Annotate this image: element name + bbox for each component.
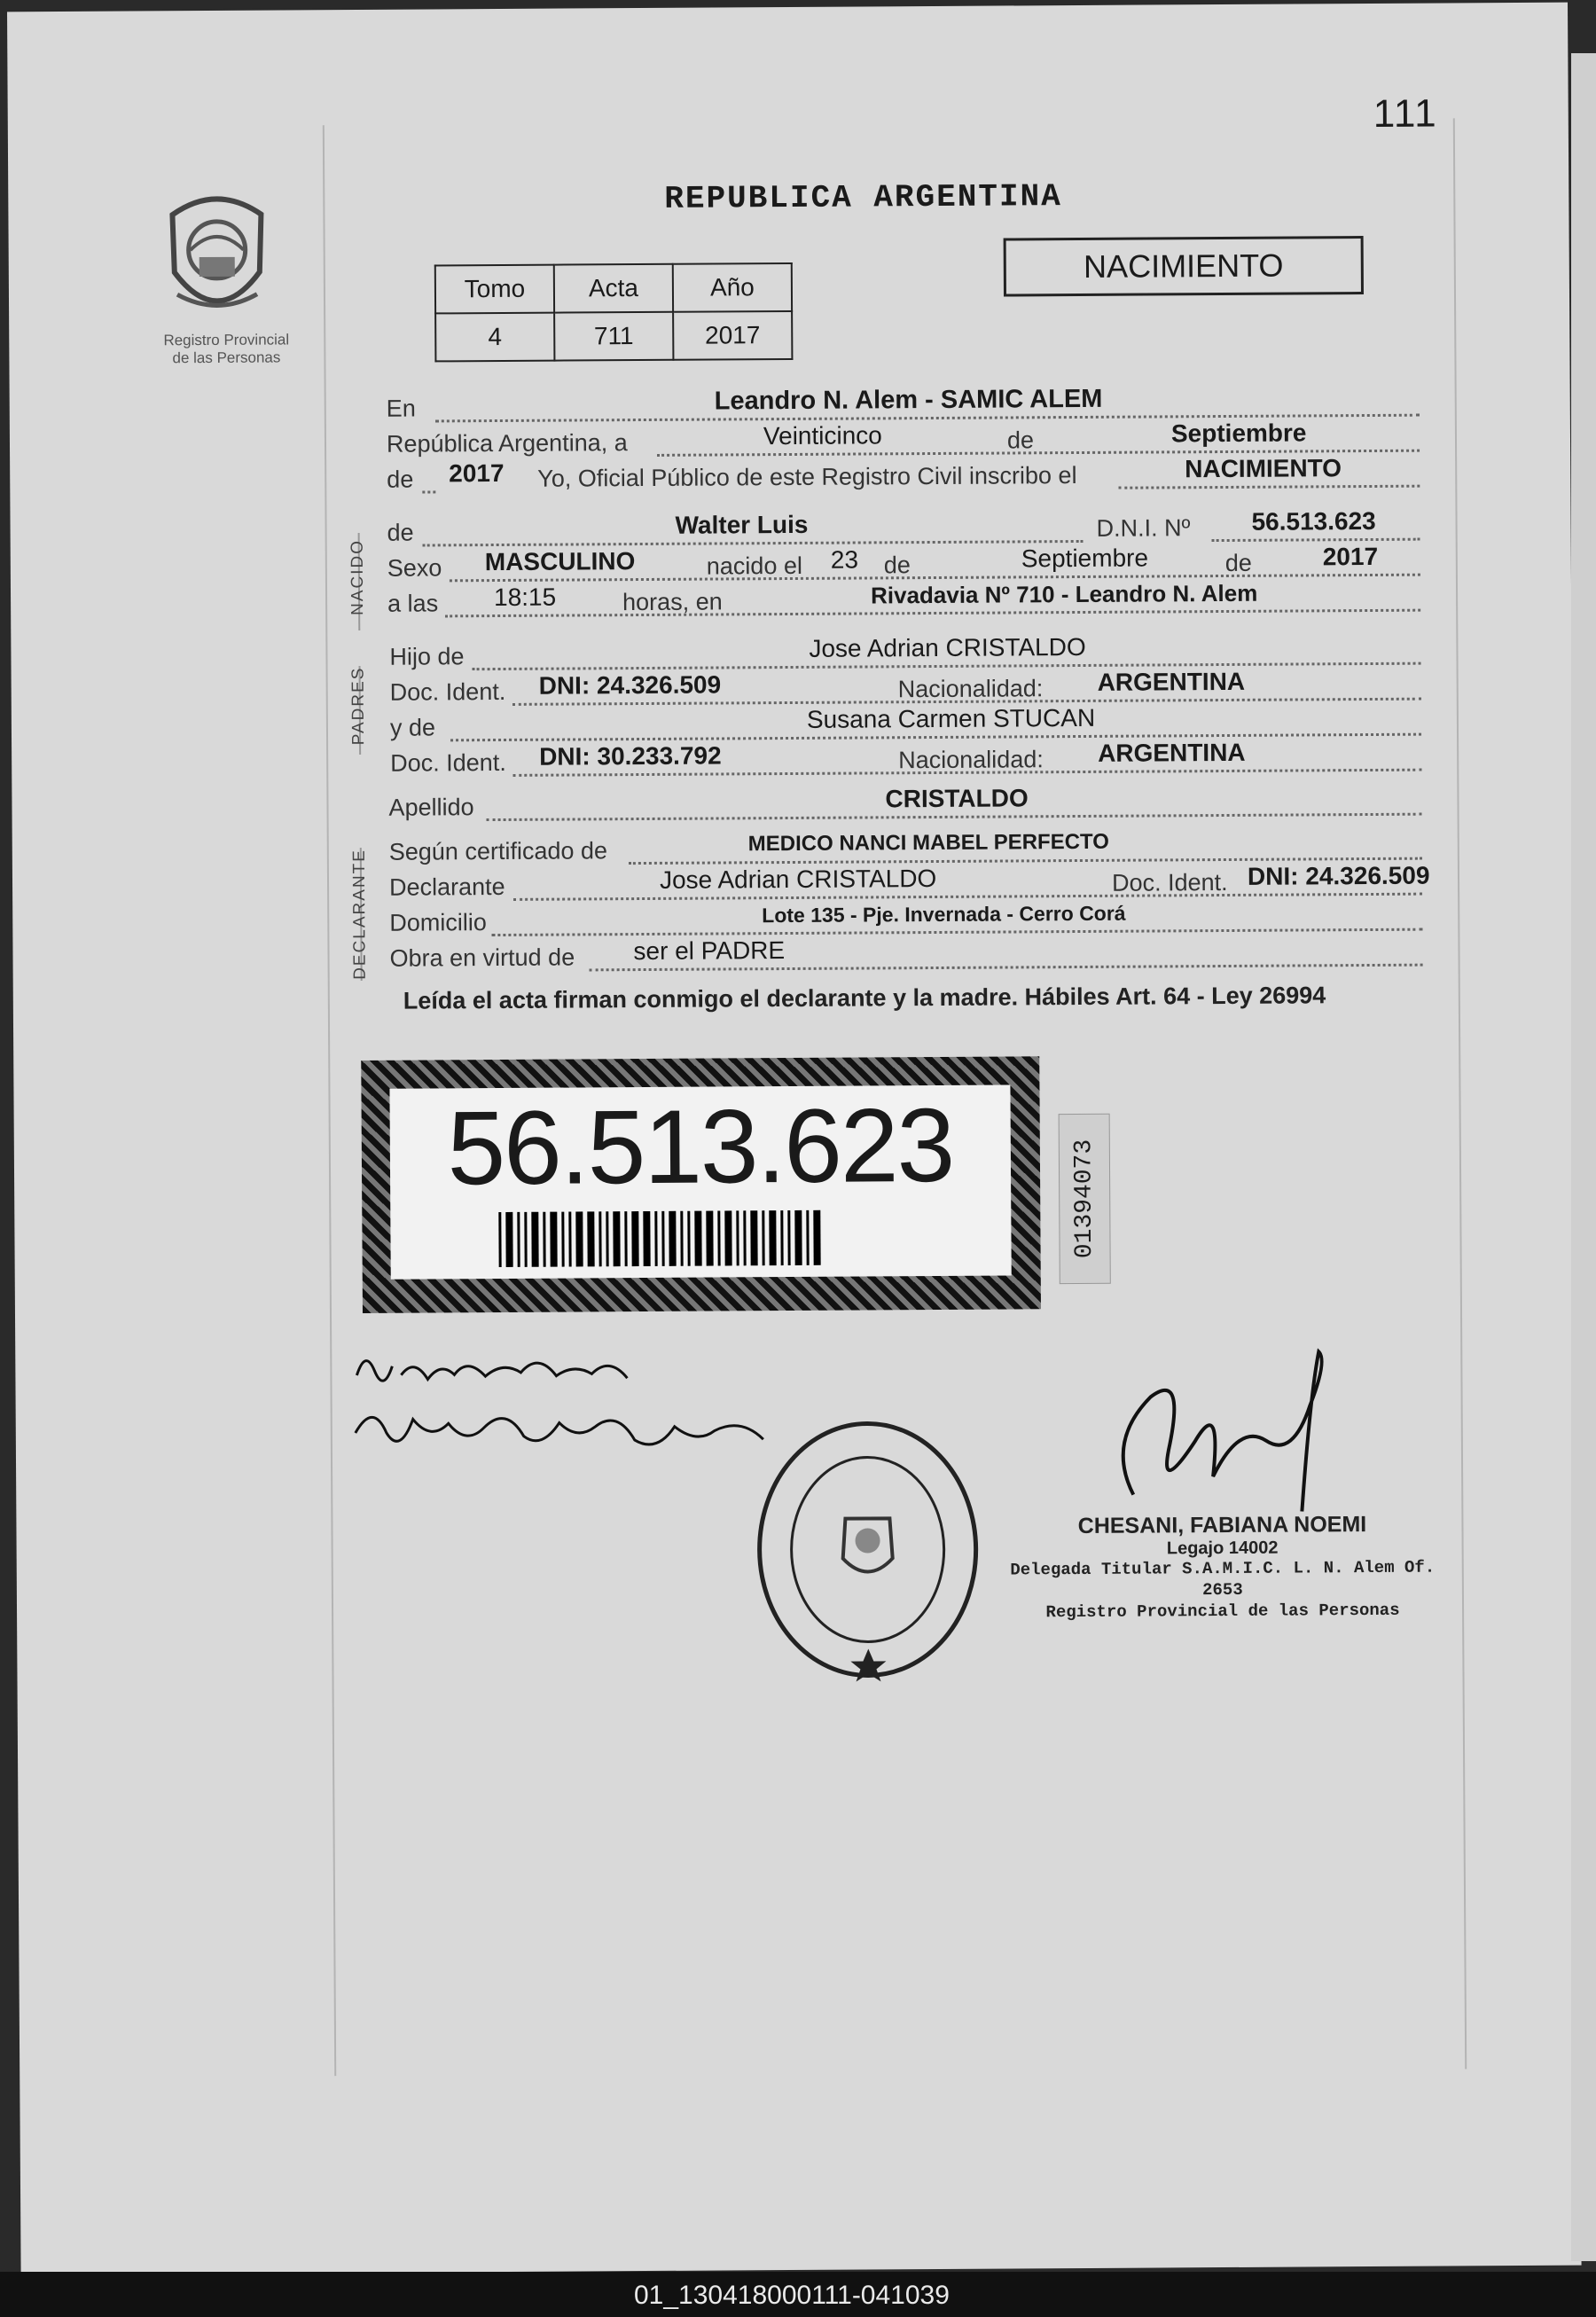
row-hora [387,579,1420,623]
label-de-anio: de [1224,549,1252,576]
label-a-las: a las [387,590,439,617]
barcode-bar [743,1210,746,1265]
coat-caption-line-2: de las Personas [172,348,281,367]
official-name: CHESANI, FABIANA NOEMI [1077,1512,1367,1539]
page-number: 111 [1373,91,1438,136]
anio-header: Año [673,263,792,312]
official-signature [1097,1342,1337,1522]
label-domicilio: Domicilio [389,909,487,936]
barcode-number: 56.513.623 [447,1086,954,1208]
value-inscripcion-type: NACIMIENTO [1185,454,1342,483]
barcode-label [389,1084,1011,1279]
value-lugar: Leandro N. Alem - SAMIC ALEM [714,384,1103,416]
value-declarante-dni: DNI: 24.326.509 [1247,861,1430,890]
label-de-nombre: de [387,519,414,546]
barcode-bar [813,1210,820,1265]
tomo-value: 4 [435,313,554,362]
label-nacionalidad-padre: Nacionalidad: [897,675,1044,703]
value-nacido-nombre: Walter Luis [675,510,809,539]
value-sexo: MASCULINO [484,547,636,576]
label-certificado: Según certificado de [388,837,608,865]
label-oficial: Yo, Oficial Público de este Registro Civil inscribo el [537,462,1077,492]
serial-number: 01394073 [1070,1139,1099,1259]
barcode-bar [769,1210,776,1265]
barcode-bar [661,1211,664,1266]
barcode-bar [787,1210,790,1265]
anio-value: 2017 [673,311,792,360]
value-padre-dni: DNI: 24.326.509 [538,670,722,700]
barcode-bar [762,1210,764,1265]
label-hijo-de: Hijo de [389,643,465,670]
left-margin-line [323,125,336,2076]
label-nacionalidad-madre: Nacionalidad: [898,746,1044,774]
acta-header: Acta [554,264,673,313]
value-certificado: MEDICO NANCI MABEL PERFECTO [747,829,1109,857]
value-nacido-month: Septiembre [1021,544,1149,573]
barcode-bar [736,1210,739,1265]
barcode-bar [669,1211,676,1266]
barcode-sticker [361,1056,1041,1313]
barcode-bar [643,1211,650,1266]
barcode-bar [524,1212,527,1267]
barcode-bar [550,1212,557,1267]
document-page: 111 Registro Provincial de las Personas REPUBLICA ARGENTINA Tomo Acta Año 4 711 2017 NACIMIENTO En Leandro N. Alem - SAMIC ALEM República Argentina, a Veinticinco de Septiembre de 2017 Yo, Oficial Público de este Registro Civil inscribo el NACIMIENTO NACIDO de Walter Luis D.N.I. Nº 56.513.623 Sexo MASCULINO nacido el 23 de Septiembre de 2017 a las 18:15 horas, en Rivadavia Nº 710 - Leandro N. Alem PADRES Hijo de Jose Adrian CRISTALDO Doc. Ident. DNI: 24.326.509 Nacionalidad: ARGENTINA y de Susana Carmen STUCAN Doc. Ident. DNI: 30.233.792 Nacionalidad: ARGENTINA Apellido CRISTALDO DECLARANTE Según certificado de MEDICO NANCI MABEL PERFECTO Declarante Jose Adrian CRISTALDO Doc. Ident. DNI: 24.326.509 Domicilio Lote 135 - Pje. Invernada - Cerro Corá Obra en virtud de ser el PADRE Leída el acta firman conmigo el declarante y la madre. Hábiles Art. 64 - Ley 26994 56.513.623 01394073 CHESANI, FABIANA NOEMI Legajo 14002 Delegada Titular S.A.M.I.C. L. N. Alem Of. 2653 Registro Provincial de las Personas [7,3,1582,2275]
barcode-bar [780,1210,783,1265]
barcode-bar [498,1212,501,1267]
coat-caption-line-1: Registro Provincial [163,331,290,349]
label-doc-ident-declarante: Doc. Ident. [1111,868,1228,896]
barcode-bars [498,1209,906,1267]
barcode-bar [724,1210,732,1265]
label-de: de [1006,427,1035,454]
document-title: REPUBLICA ARGENTINA [664,178,1062,217]
value-madre-nacionalidad: ARGENTINA [1098,738,1246,767]
row-inscripcion [387,454,1420,499]
barcode-bar [794,1210,802,1265]
value-padre: Jose Adrian CRISTALDO [809,632,1086,662]
row-obra [389,936,1422,978]
label-sexo: Sexo [387,554,442,582]
barcode-bar [505,1212,512,1267]
barcode-bar [543,1212,545,1267]
value-lugar-nacimiento: Rivadavia Nº 710 - Leandro N. Alem [870,579,1258,609]
barcode-bar [750,1210,757,1265]
label-horas-en: horas, en [622,588,723,616]
label-obra: Obra en virtud de [389,943,575,972]
label-apellido: Apellido [388,794,474,821]
value-day: Veinticinco [763,421,882,450]
value-madre-dni: DNI: 30.233.792 [539,741,722,771]
value-year: 2017 [449,458,505,488]
value-apellido: CRISTALDO [885,784,1029,813]
barcode-bar [654,1211,657,1266]
mother-signature [351,1390,769,1468]
value-madre: Susana Carmen STUCAN [806,703,1096,733]
record-type-box: NACIMIENTO [1004,236,1364,296]
barcode-bar [624,1211,627,1266]
next-page-edge [1571,53,1596,2261]
barcode-bar [587,1211,594,1266]
barcode-bar [706,1211,713,1266]
barcode-bar [568,1212,571,1267]
label-doc-ident-padre: Doc. Ident. [389,677,506,706]
official-registro: Registro Provincial de las Personas [1045,1600,1400,1623]
coat-of-arms-icon [154,188,279,331]
value-padre-nacionalidad: ARGENTINA [1097,667,1246,696]
barcode-bar [517,1212,520,1267]
label-dni: D.N.I. Nº [1096,514,1191,542]
tomo-header: Tomo [435,265,554,314]
tomo-acta-table [434,262,794,362]
barcode-bar [717,1210,720,1265]
value-obra: ser el PADRE [633,936,786,966]
barcode-bar [613,1211,620,1266]
barcode-bar [561,1212,564,1267]
label-nacido-el: nacido el [706,552,803,580]
barcode-bar [687,1211,690,1266]
barcode-bar [631,1211,638,1266]
barcode-bar [606,1211,608,1266]
value-domicilio: Lote 135 - Pje. Invernada - Cerro Corá [762,901,1126,928]
scan-footer [0,2272,1596,2317]
label-y-de: y de [389,714,436,741]
label-de-mes: de [883,552,911,579]
value-declarante: Jose Adrian CRISTALDO [659,864,937,894]
value-nacido-dni: 56.513.623 [1251,506,1376,536]
barcode-bar [598,1211,601,1266]
barcode-bar [531,1212,538,1267]
row-madre-doc [388,738,1421,783]
serial-stamp [1059,1114,1111,1284]
barcode-bar [806,1210,809,1265]
value-month: Septiembre [1170,419,1307,448]
barcode-bar [680,1211,683,1266]
official-seal [752,1416,984,1684]
scan-id: 01_130418000111-041039 [634,2281,950,2310]
value-nacido-day: 23 [830,545,859,574]
coat-caption [142,331,310,367]
label-declarante: Declarante [388,873,505,901]
official-cargo: Delegada Titular S.A.M.I.C. L. N. Alem Of. 2653 [1010,1557,1436,1601]
value-hora: 18:15 [493,583,557,612]
right-margin-line [1453,118,1467,2069]
label-doc-ident-madre: Doc. Ident. [390,748,506,777]
leida-statement: Leída el acta firman conmigo el declarante y la madre. Hábiles Art. 64 - Ley 26994 [403,982,1326,1014]
barcode-bar [694,1211,701,1266]
official-legajo: Legajo 14002 [1166,1538,1279,1559]
barcode-bar [575,1211,583,1266]
label-en: En [386,395,416,422]
row-domicilio [389,901,1422,943]
acta-value: 711 [554,312,673,361]
label-de-year: de [387,466,414,493]
official-block [1009,1511,1436,1624]
value-nacido-year: 2017 [1322,542,1379,571]
label-republica: República Argentina, a [386,429,628,458]
row-apellido [388,786,1421,827]
